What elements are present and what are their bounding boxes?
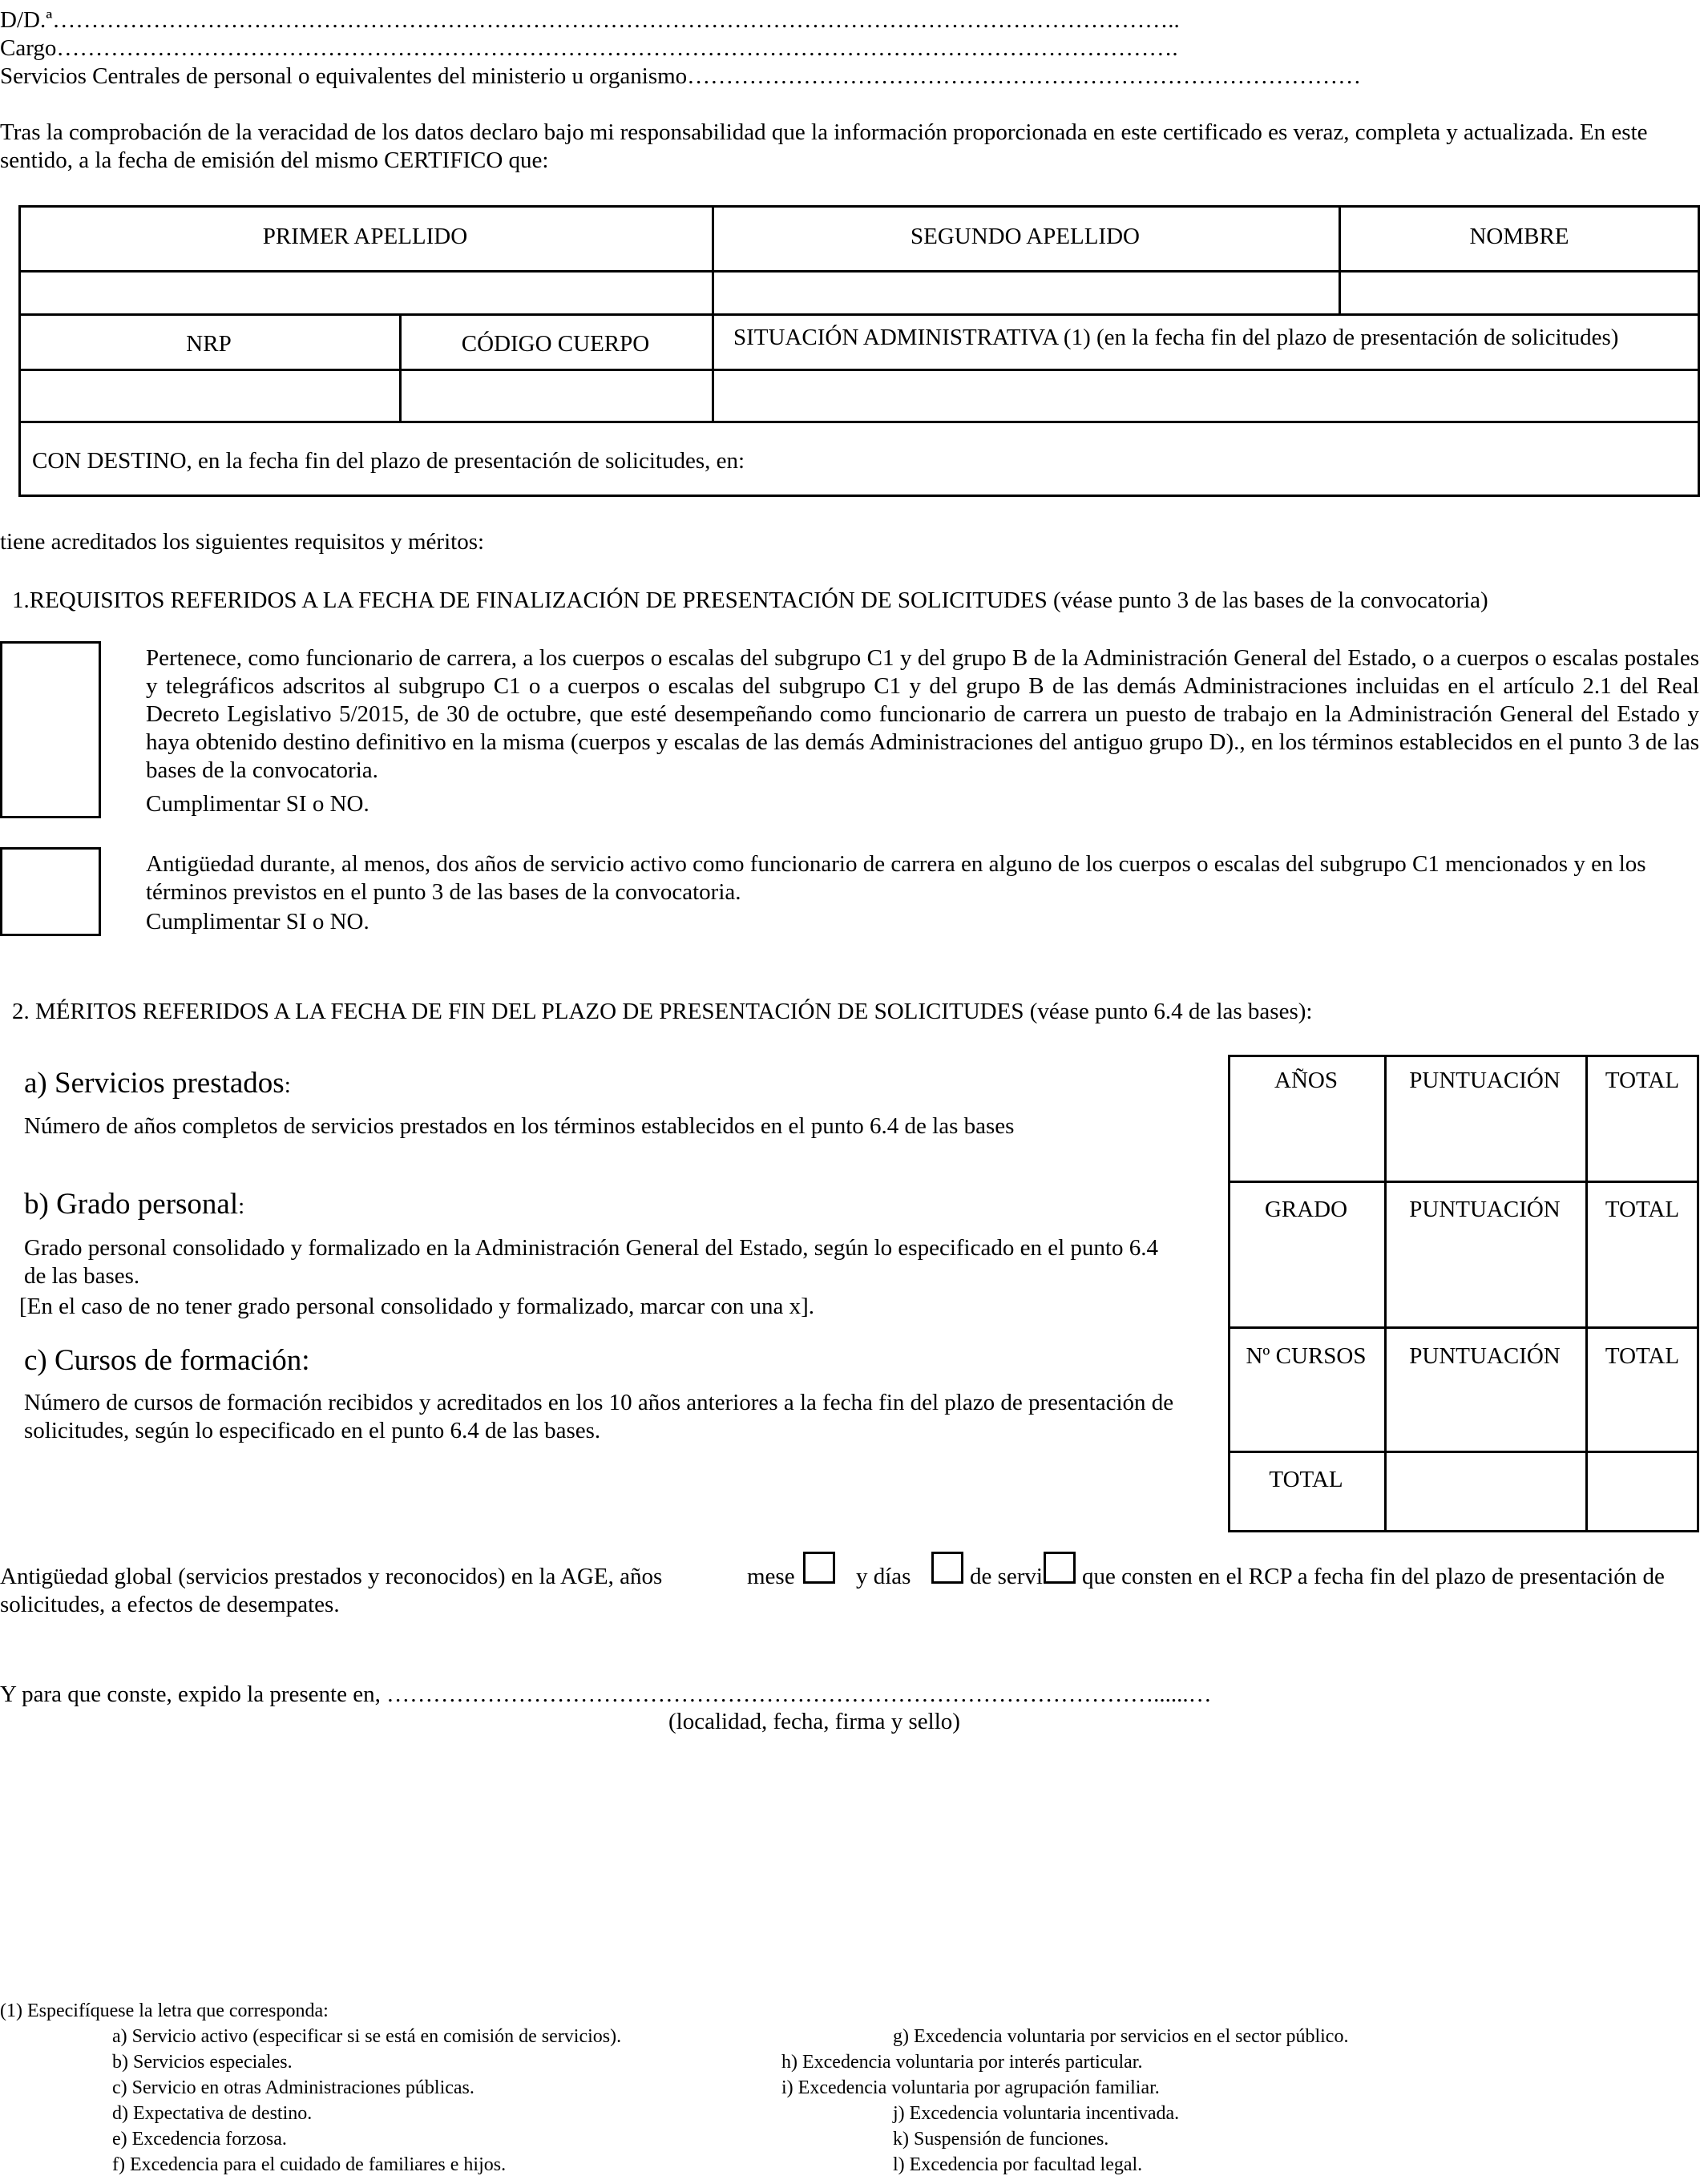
servicio-box[interactable] — [1044, 1552, 1076, 1584]
meses-box[interactable] — [803, 1552, 835, 1584]
total-header-a: TOTAL — [1605, 1068, 1680, 1093]
footnote-k: k) Suspensión de funciones. — [893, 2129, 1109, 2150]
total-total-field[interactable] — [1588, 1453, 1697, 1530]
footnote-j: j) Excedencia voluntaria incentivada. — [893, 2103, 1180, 2124]
dias-label: y días — [856, 1564, 911, 1589]
footnote-g: g) Excedencia voluntaria por servicios en el sector público. — [893, 2026, 1349, 2047]
puntuacion-header-c: PUNTUACIÓN — [1409, 1343, 1561, 1369]
expedicion-line: Y para que conste, expido la presente en, ………………………………………………………………………………………......… — [0, 1681, 1212, 1707]
requirement2-text: Antigüedad durante, al menos, dos años de servicio activo como funcionario de carrera en alguno de los cuerpos o escalas del subgrupo C1 mencionados y en los términos previstos en el punto 3 de las bases de la convocatoria. — [146, 851, 1646, 905]
intro-paragraph: Tras la comprobación de la veracidad de los datos declaro bajo mi responsabilidad que la información proporcionada en este certificado es veraz, completa y actualizada. En este sentido, a la fecha de emisión del mismo CERTIFICO que: — [0, 119, 1648, 173]
total-row-label: TOTAL — [1269, 1467, 1343, 1492]
cursos-header: Nº CURSOS — [1246, 1343, 1367, 1369]
localidad-caption: (localidad, fecha, firma y sello) — [668, 1709, 960, 1734]
situacion-field[interactable] — [714, 372, 1698, 420]
requirement2-note: Cumplimentar SI o NO. — [146, 909, 369, 935]
segundo-apellido-field[interactable] — [714, 272, 1337, 313]
requirement2-checkbox[interactable] — [0, 847, 101, 936]
dias-box[interactable] — [931, 1552, 963, 1584]
servicios-centrales-line: Servicios Centrales de personal o equivalentes del ministerio u organismo…………………………………………………………………………… — [0, 63, 1362, 89]
primer-apellido-header: PRIMER APELLIDO — [262, 224, 468, 249]
footnote-a: a) Servicio activo (especificar si se está en comisión de servicios). — [112, 2026, 622, 2047]
meses-label: mese — [747, 1564, 795, 1589]
footnote-b: b) Servicios especiales. — [112, 2052, 293, 2073]
total-header-b: TOTAL — [1605, 1197, 1680, 1222]
antiguedad-text-end: solicitudes, a efectos de desempates. — [0, 1592, 340, 1617]
grado-personal-note: [En el caso de no tener grado personal consolidado y formalizado, marcar con una x]. — [19, 1294, 815, 1319]
requirement1-note: Cumplimentar SI o NO. — [146, 791, 369, 817]
footnote-f: f) Excedencia para el cuidado de familiares e hijos. — [112, 2154, 507, 2175]
footnote-c: c) Servicio en otras Administraciones públicas. — [112, 2077, 474, 2098]
footnote-title: (1) Especifíquese la letra que corresponda: — [0, 2000, 329, 2021]
servicios-prestados-heading: a) Servicios prestados: — [24, 1067, 291, 1100]
footnote-d: d) Expectativa de destino. — [112, 2103, 313, 2124]
total-puntuacion-field[interactable] — [1387, 1453, 1584, 1530]
situacion-administrativa-header: SITUACIÓN ADMINISTRATIVA (1) (en la fecha fin del plazo de presentación de solicitudes) — [733, 325, 1619, 350]
antiguedad-text: Antigüedad global (servicios prestados y reconocidos) en la AGE, años — [0, 1564, 663, 1589]
footnote-l: l) Excedencia por facultad legal. — [893, 2154, 1143, 2175]
codigo-cuerpo-field[interactable] — [402, 372, 710, 420]
grado-header: GRADO — [1264, 1197, 1348, 1222]
footnote-i: i) Excedencia voluntaria por agrupación familiar. — [781, 2077, 1160, 2098]
section2-title: 2. MÉRITOS REFERIDOS A LA FECHA DE FIN DEL PLAZO DE PRESENTACIÓN DE SOLICITUDES (véase punto 6.4 de las bases): — [12, 999, 1313, 1024]
nrp-field[interactable] — [21, 372, 398, 420]
footnote-e: e) Excedencia forzosa. — [112, 2129, 287, 2150]
anos-header: AÑOS — [1274, 1068, 1338, 1093]
puntuacion-header-a: PUNTUACIÓN — [1409, 1068, 1561, 1093]
footnote-h: h) Excedencia voluntaria por interés particular. — [781, 2052, 1143, 2073]
nrp-header: NRP — [186, 331, 232, 357]
con-destino-label: CON DESTINO, en la fecha fin del plazo de presentación de solicitudes, en: — [32, 448, 745, 474]
puntuacion-header-b: PUNTUACIÓN — [1409, 1197, 1561, 1222]
requirement1-text: Pertenece, como funcionario de carrera, a los cuerpos o escalas del subgrupo C1 y del grupo B de la Administración General del Estado, o a cuerpos o escalas postales y telegráficos adscritos al subgrupo C1 o a cuerpos o escalas del subgrupo C1 y del grupo B de las demás Administraciones incluidas en el artículo 2.1 del Real Decreto Legislativo 5/2015, de 30 de octubre, que esté desempeñando como funcionario de carrera un puesto de trabajo en la Administración General del Estado y haya obtenido destino definitivo en la misma (cuerpos y escalas de las demás Administraciones del antiguo grupo D)., en los términos establecidos en el punto 3 de las bases de la convocatoria. — [146, 645, 1699, 783]
section1-title: 1.REQUISITOS REFERIDOS A LA FECHA DE FINALIZACIÓN DE PRESENTACIÓN DE SOLICITUDES (véase punto 3 de las bases de la convocatoria) — [12, 587, 1488, 613]
servicio-label: de servi — [970, 1564, 1043, 1589]
nombre-header: NOMBRE — [1469, 224, 1569, 249]
servicios-prestados-desc: Número de años completos de servicios prestados en los términos establecidos en el punto 6.4 de las bases — [24, 1113, 1015, 1139]
grado-personal-heading: b) Grado personal: — [24, 1188, 245, 1221]
segundo-apellido-header: SEGUNDO APELLIDO — [911, 224, 1140, 249]
nombre-field[interactable] — [1341, 272, 1698, 313]
grado-personal-desc: Grado personal consolidado y formalizado en la Administración General del Estado, según lo especificado en el punto 6.4 de las bases. — [24, 1235, 1158, 1289]
tiene-acreditados-text: tiene acreditados los siguientes requisitos y méritos: — [0, 529, 485, 555]
requirement1-checkbox[interactable] — [0, 641, 101, 818]
cargo-line: Cargo………………………………………………………………………………………………………………………………. — [0, 35, 1178, 61]
cursos-formacion-desc: Número de cursos de formación recibidos y acreditados en los 10 años anteriores a la fecha fin del plazo de presentación de solicitudes, según lo especificado en el punto 6.4 de las bases. — [24, 1390, 1174, 1443]
dd-line: D/D.ª……………………………………………………………………………………………………………………………….. — [0, 7, 1180, 33]
primer-apellido-field[interactable] — [21, 272, 710, 313]
total-header-c: TOTAL — [1605, 1343, 1680, 1369]
codigo-cuerpo-header: CÓDIGO CUERPO — [461, 331, 650, 357]
antiguedad-text-cont: que consten en el RCP a fecha fin del plazo de presentación de — [1082, 1564, 1665, 1589]
cursos-formacion-heading: c) Cursos de formación: — [24, 1344, 310, 1377]
